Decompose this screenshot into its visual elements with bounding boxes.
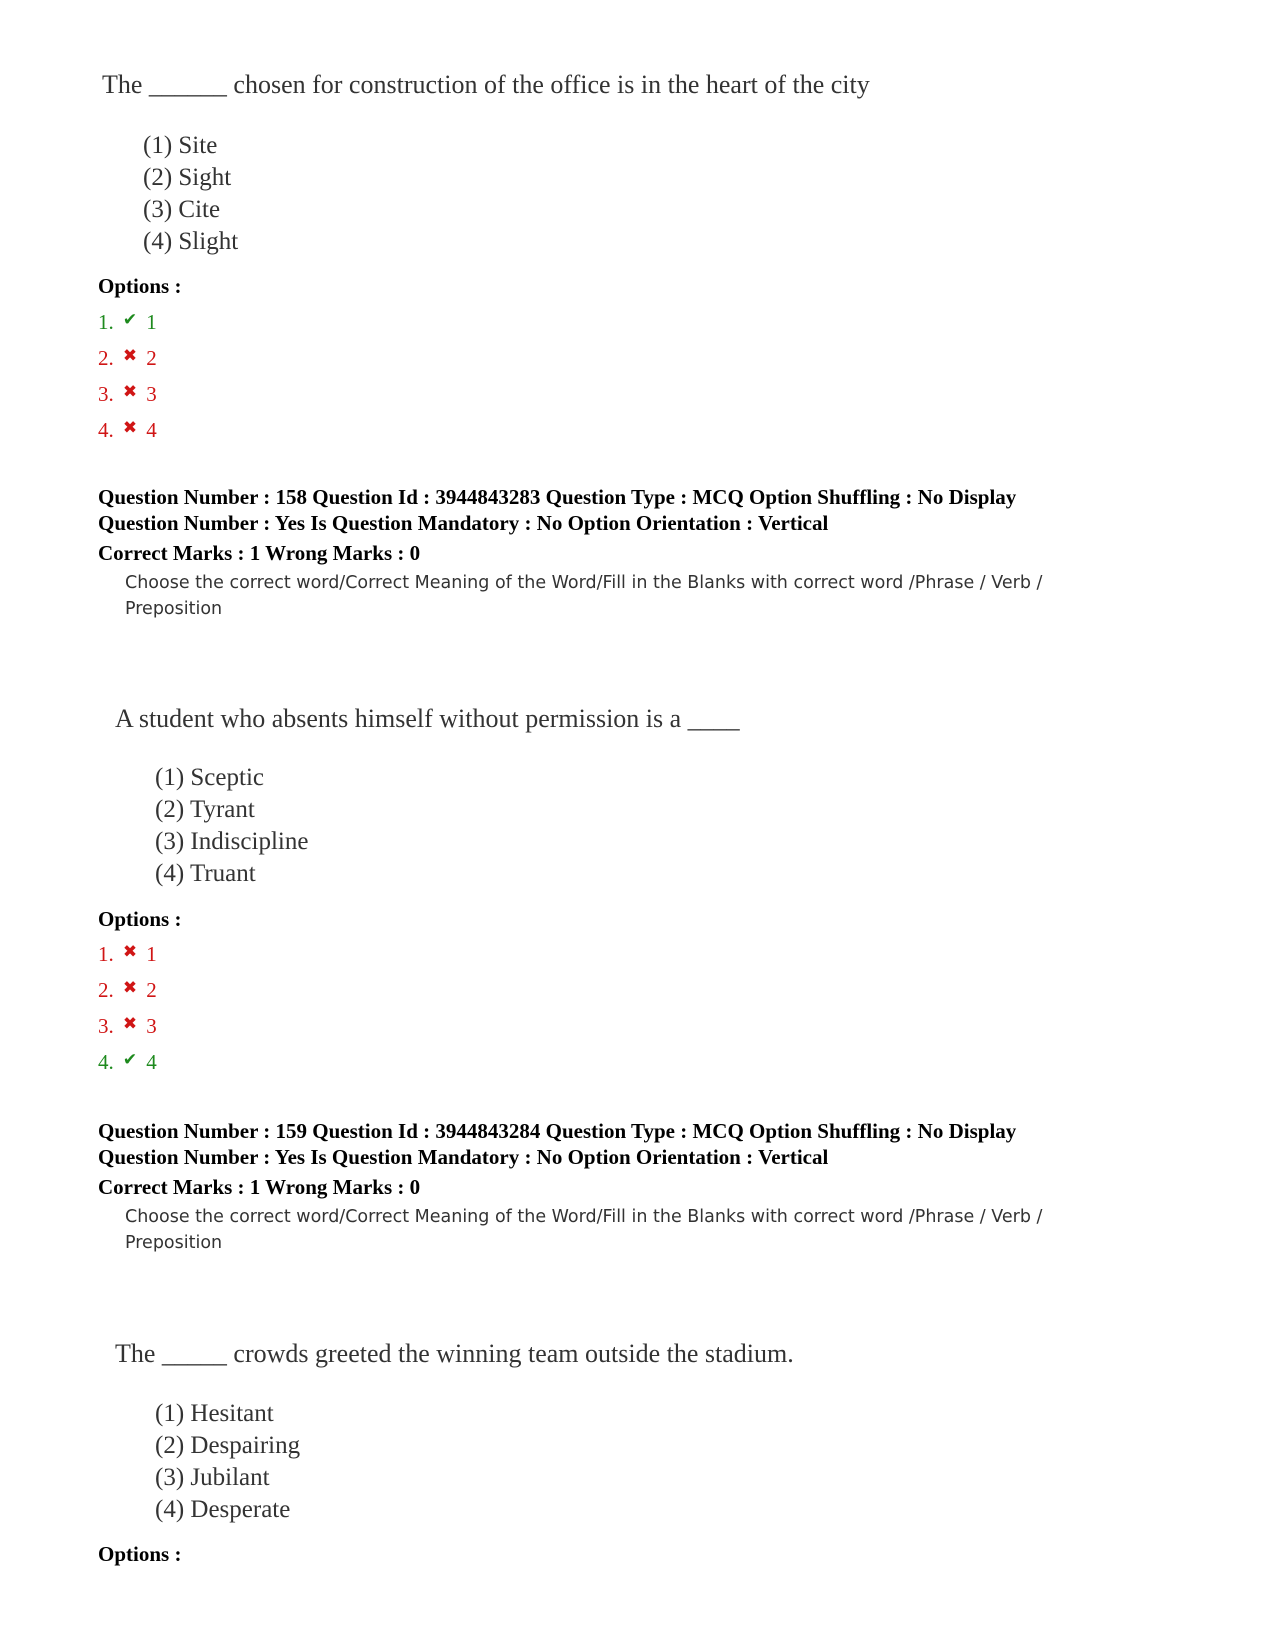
q159-marks: Correct Marks : 1 Wrong Marks : 0: [98, 1175, 421, 1199]
q158-choice-4: (4) Truant: [155, 860, 256, 887]
q158-choice-3: (3) Indiscipline: [155, 828, 309, 855]
cross-icon: ✖: [122, 382, 138, 401]
option-value: 2: [146, 346, 157, 370]
q158-choice-2: (2) Tyrant: [155, 796, 255, 823]
option-number: 4.: [98, 1050, 114, 1074]
cross-icon: ✖: [122, 978, 138, 997]
q158-option-3: [98, 1009, 157, 1045]
q159-choice-2: (2) Despairing: [155, 1432, 301, 1459]
q158-option-4: [98, 1045, 157, 1081]
q157-choices: [143, 130, 238, 258]
q158-options-list: [98, 937, 157, 1081]
q158-meta-line-2: Question Number : Yes Is Question Mandatory : No Option Orientation : Vertical: [98, 511, 829, 535]
q157-choice-4: (4) Slight: [143, 228, 239, 255]
option-number: 4.: [98, 418, 114, 442]
option-number: 1.: [98, 942, 114, 966]
cross-icon: ✖: [122, 346, 138, 365]
q159-options-label: Options :: [98, 1542, 182, 1566]
q157-option-2: [98, 341, 157, 377]
cross-icon: ✖: [122, 418, 138, 437]
q158-meta: [98, 484, 1016, 566]
q159-instruction: Choose the correct word/Correct Meaning of the Word/Fill in the Blanks with correct word /Phrase / Verb / Preposition: [125, 1207, 1043, 1253]
q159-choice-4: (4) Desperate: [155, 1496, 291, 1523]
q159-meta: [98, 1118, 1016, 1200]
q157-choice-1: (1) Site: [143, 132, 218, 159]
q158-option-2: [98, 973, 157, 1009]
q157-option-1: [98, 305, 157, 341]
q157-choice-3: (3) Cite: [143, 196, 221, 223]
cross-icon: ✖: [122, 1014, 138, 1033]
q158-choice-1: (1) Sceptic: [155, 764, 264, 791]
q158-question-text: A student who absents himself without permission is a ____: [115, 704, 740, 733]
q158-option-1: [98, 937, 157, 973]
option-value: 1: [146, 942, 157, 966]
q159-question-text: The _____ crowds greeted the winning team outside the stadium.: [115, 1339, 794, 1368]
cross-icon: ✖: [122, 942, 138, 961]
q157-option-3: [98, 377, 157, 413]
option-number: 2.: [98, 346, 114, 370]
option-value: 3: [146, 382, 157, 406]
q157-question-text: The ______ chosen for construction of the office is in the heart of the city: [102, 70, 870, 99]
q159-choice-1: (1) Hesitant: [155, 1400, 274, 1427]
q159-meta-line-1: Question Number : 159 Question Id : 3944843284 Question Type : MCQ Option Shuffling : No Display: [98, 1119, 1017, 1143]
check-icon: ✔: [122, 310, 138, 329]
option-value: 2: [146, 978, 157, 1002]
option-number: 1.: [98, 310, 114, 334]
option-value: 4: [146, 418, 157, 442]
option-value: 1: [146, 310, 157, 334]
q157-options-label: Options :: [98, 274, 182, 298]
option-value: 4: [146, 1050, 157, 1074]
q157-option-4: [98, 413, 157, 449]
q159-choice-3: (3) Jubilant: [155, 1464, 270, 1491]
check-icon: ✔: [122, 1050, 138, 1069]
option-number: 3.: [98, 1014, 114, 1038]
q159-choices: [155, 1398, 300, 1526]
q158-options-label: Options :: [98, 907, 182, 931]
option-number: 2.: [98, 978, 114, 1002]
q158-choices: [155, 762, 308, 890]
q158-instruction: Choose the correct word/Correct Meaning of the Word/Fill in the Blanks with correct word /Phrase / Verb / Preposition: [125, 573, 1043, 619]
option-value: 3: [146, 1014, 157, 1038]
q158-meta-line-1: Question Number : 158 Question Id : 3944843283 Question Type : MCQ Option Shuffling : No Display: [98, 485, 1017, 509]
q157-options-list: [98, 305, 157, 449]
q157-choice-2: (2) Sight: [143, 164, 232, 191]
q159-meta-line-2: Question Number : Yes Is Question Mandatory : No Option Orientation : Vertical: [98, 1145, 829, 1169]
q158-marks: Correct Marks : 1 Wrong Marks : 0: [98, 541, 421, 565]
option-number: 3.: [98, 382, 114, 406]
